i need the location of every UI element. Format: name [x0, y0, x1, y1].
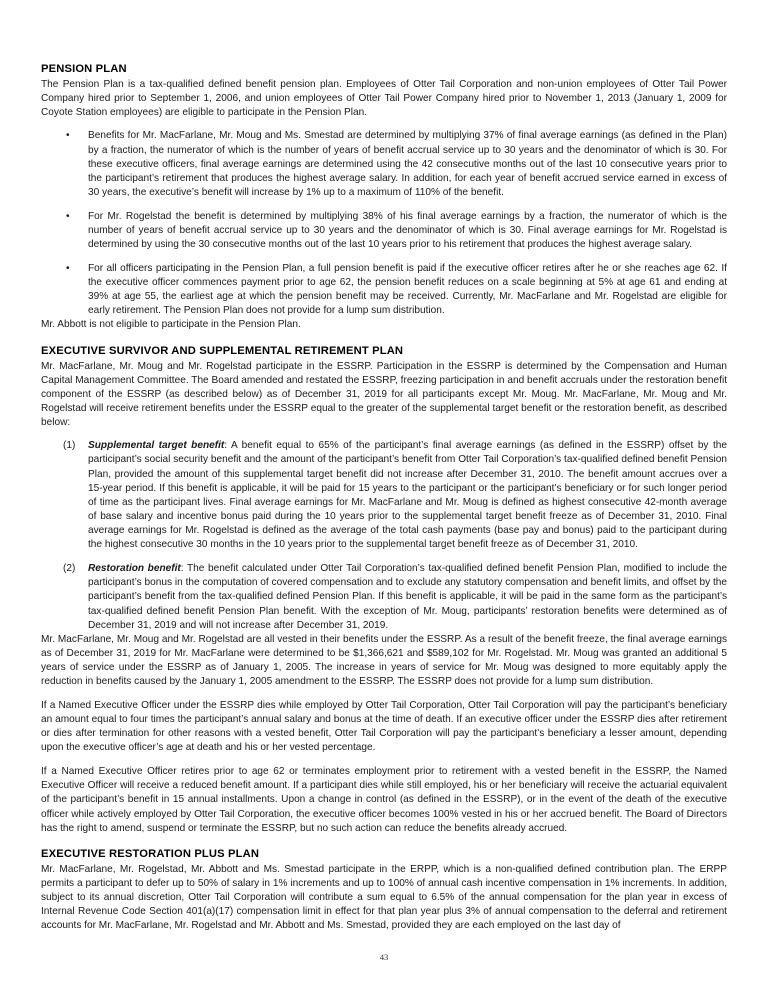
pension-plan-bullet-list — [41, 129, 727, 318]
list-item-text: For all officers participating in the Pension Plan, a full pension benefit is paid if the executive officer retires after he or she reaches age 62. If the executive officer commences payment prior to age 62, the pension benefit reduces on a scale beginning at 5% at age 61 and ending at 39% at age 55, the earliest age at which the pension benefit may be received. Currently, Mr. MacFarlane and Mr. Rogelstad are eligible for early retirement. The Pension Plan does not provide for a lump sum distribution. — [88, 262, 727, 317]
list-item-term: Supplemental target benefit — [88, 440, 225, 452]
list-item — [41, 129, 727, 200]
erpp-heading: EXECUTIVE RESTORATION PLUS PLAN — [41, 847, 260, 860]
list-item-text: : A benefit equal to 65% of the participant’s final average earnings (as defined in the ESSRP) offset by the participant’s social security benefit and the amount of the participant’s benefit from Otter Tail Corporation’s tax-qualified defined benefit Pension Plan, provided the amount of this supplemental target benefit did not increase after December 31, 2010. The benefit amount accrues over a 15-year period. If this benefit is applicable, it will be paid for 15 years to the participant or the participant’s beneficiary or for such longer period of time as the participant lives. Final average earnings for Mr. MacFarlane and Mr. Moug is defined as highest consecutive 42-month average of base salary and incentive bonus paid during the 10 years prior to the supplemental target benefit freeze as of December 31, 2010. Final average earnings for Mr. Rogelstad is defined as the average of the total cash payments (base pay and bonus) paid to the participant during the highest consecutive 30 months in the 10 years prior to the supplemental target benefit freeze as of December 31, 2010. — [88, 440, 727, 551]
bullet-icon: • — [66, 130, 70, 142]
bullet-icon: • — [66, 262, 70, 274]
list-item-text: : The benefit calculated under Otter Tail Corporation’s tax-qualified defined benefit Pension Plan, modified to include the participant’s bonus in the computation of covered compensation and to exclude any statutory compensation and benefit limits, and offset by the participant’s benefit from the tax-qualified defined Pension Plan. If this benefit is applicable, it will be paid in the same form as the participant’s tax-qualified defined benefit Pension Plan benefit. With the exception of Mr. Moug, participants’ restoration benefits were determined as of December 31, 2019 and will not increase after December 31, 2019. — [88, 563, 727, 631]
essrp-paragraph-death-benefit: If a Named Executive Officer under the ESSRP dies while employed by Otter Tail Corporation, Otter Tail Corporation will pay the participant’s beneficiary an amount equal to four times the participant’s annual salary and bonus at the time of death. If an executive officer under the ESSRP dies after retirement or dies after termination for other reasons with a vested benefit, Otter Tail Corporation will pay the participant’s beneficiary a lesser amount, depending upon the executive officer’s age at death and his or her vested percentage. — [41, 699, 727, 754]
essrp-paragraph-vesting: Mr. MacFarlane, Mr. Moug and Mr. Rogelstad are all vested in their benefits under the ESSRP. As a result of the benefit freeze, the final average earnings as of December 31, 2019 for Mr. MacFarlane were determined to be $1,366,621 and $589,102 for Mr. Rogelstad. Mr. Moug was granted an additional 5 years of service under the ESSRP as of January 1, 2005. The increase in years of service for Mr. Moug was designed to more equitably apply the reduction in benefits caused by the January 1, 2005 amendment to the ESSRP. The ESSRP does not provide for a lump sum distribution. — [41, 633, 727, 688]
list-item — [41, 562, 727, 633]
section-essrp — [41, 344, 727, 836]
pension-plan-intro-paragraph: The Pension Plan is a tax-qualified defined benefit pension plan. Employees of Otter Tail Corporation and non-union employees of Otter Tail Power Company hired prior to September 1, 2006, and union employees of Otter Tail Power Company hired prior to November 1, 2013 (January 1, 2009 for Coyote Station employees) are eligible to participate in the Pension Plan. — [41, 79, 727, 119]
list-marker: (1) — [63, 440, 76, 452]
essrp-heading: EXECUTIVE SURVIVOR AND SUPPLEMENTAL RETIREMENT PLAN — [41, 344, 404, 357]
list-item-text: For Mr. Rogelstad the benefit is determined by multiplying 38% of his final average earnings by a fraction, the numerator of which is the number of years of benefit accrual service up to 30 years and the denominator of which is 30. Final average earnings for Mr. Rogelstad is determined by using the 30 consecutive months out of the last 10 years prior to his retirement that produces the highest average salary. — [88, 210, 727, 251]
erpp-intro-paragraph: Mr. MacFarlane, Mr. Rogelstad, Mr. Abbott and Ms. Smestad participate in the ERPP, which is a non-qualified defined contribution plan. The ERPP permits a participant to defer up to 50% of salary in 1% increments and up to 100% of annual cash incentive compensation in 1% increments. In addition, subject to its annual discretion, Otter Tail Corporation will contribute a sum equal to 6.5% of the annual compensation for the plan year in excess of Internal Revenue Code Section 401(a)(17) compensation limit in effect for that plan year plus 3% of annual compensation to the deferral and retirement accounts for Mr. MacFarlane, Mr. Rogelstad and Mr. Abbott and Ms. Smestad, provided they are each employed on the last day of — [41, 863, 727, 932]
essrp-paragraph-early-retirement: If a Named Executive Officer retires prior to age 62 or terminates employment prior to retirement with a vested benefit in the ESSRP, the Named Executive Officer will receive a reduced benefit amount. If a participant dies while still employed, his or her beneficiary will receive the actuarial equivalent of the participant’s benefit in 15 annual installments. Upon a change in control (as defined in the ESSRP), or in the event of the death of the executive officer while actively employed by Otter Tail Corporation, the executive officer becomes 100% vested in his or her accrued benefit. The Board of Directors has the right to amend, suspend or terminate the ESSRP, but no such action can reduce the benefits already accrued. — [41, 766, 727, 834]
list-item — [41, 210, 727, 252]
list-item — [41, 262, 727, 319]
pension-plan-heading: PENSION PLAN — [41, 63, 127, 75]
list-item-term: Restoration benefit — [88, 563, 181, 575]
bullet-icon: • — [66, 210, 70, 222]
page-number: 43 — [379, 952, 389, 962]
list-item — [41, 439, 727, 552]
essrp-intro-paragraph: Mr. MacFarlane, Mr. Moug and Mr. Rogelstad participate in the ESSRP. Participation in the ESSRP is determined by the Compensation and Human Capital Management Committee. The Board amended and restated the ESSRP, freezing participation in and benefit accruals under the restoration benefit component of the ESSRP (as described below) as of December 31, 2019 for all participants except Mr. Moug. Mr. MacFarlane, Mr. Moug and Mr. Rogelstad will receive retirement benefits under the ESSRP equal to the greater of the supplemental target benefit or the restoration benefit, as described below: — [41, 360, 727, 429]
list-marker: (2) — [63, 563, 76, 575]
page-content — [41, 62, 727, 934]
list-item-text: Benefits for Mr. MacFarlane, Mr. Moug and Ms. Smestad are determined by multiplying 37% of final average earnings (as defined in the Plan) by a fraction, the numerator of which is the number of years of benefit accrual service up to 30 years and the denominator of which is 30. For these executive officers, final average earnings are determined using the 42 consecutive months out of the last 10 consecutive years prior to the participant’s retirement that produces the highest average salary. In addition, for each year of benefit accrued service earned in excess of 30 years, the executive’s benefit will increase by 1% up to a maximum of 110% of the benefit. — [88, 130, 727, 199]
essrp-numbered-list — [41, 439, 727, 633]
section-erpp — [41, 847, 727, 934]
pension-plan-closing-paragraph: Mr. Abbott is not eligible to participate in the Pension Plan. — [41, 319, 301, 331]
section-pension-plan — [41, 62, 727, 333]
